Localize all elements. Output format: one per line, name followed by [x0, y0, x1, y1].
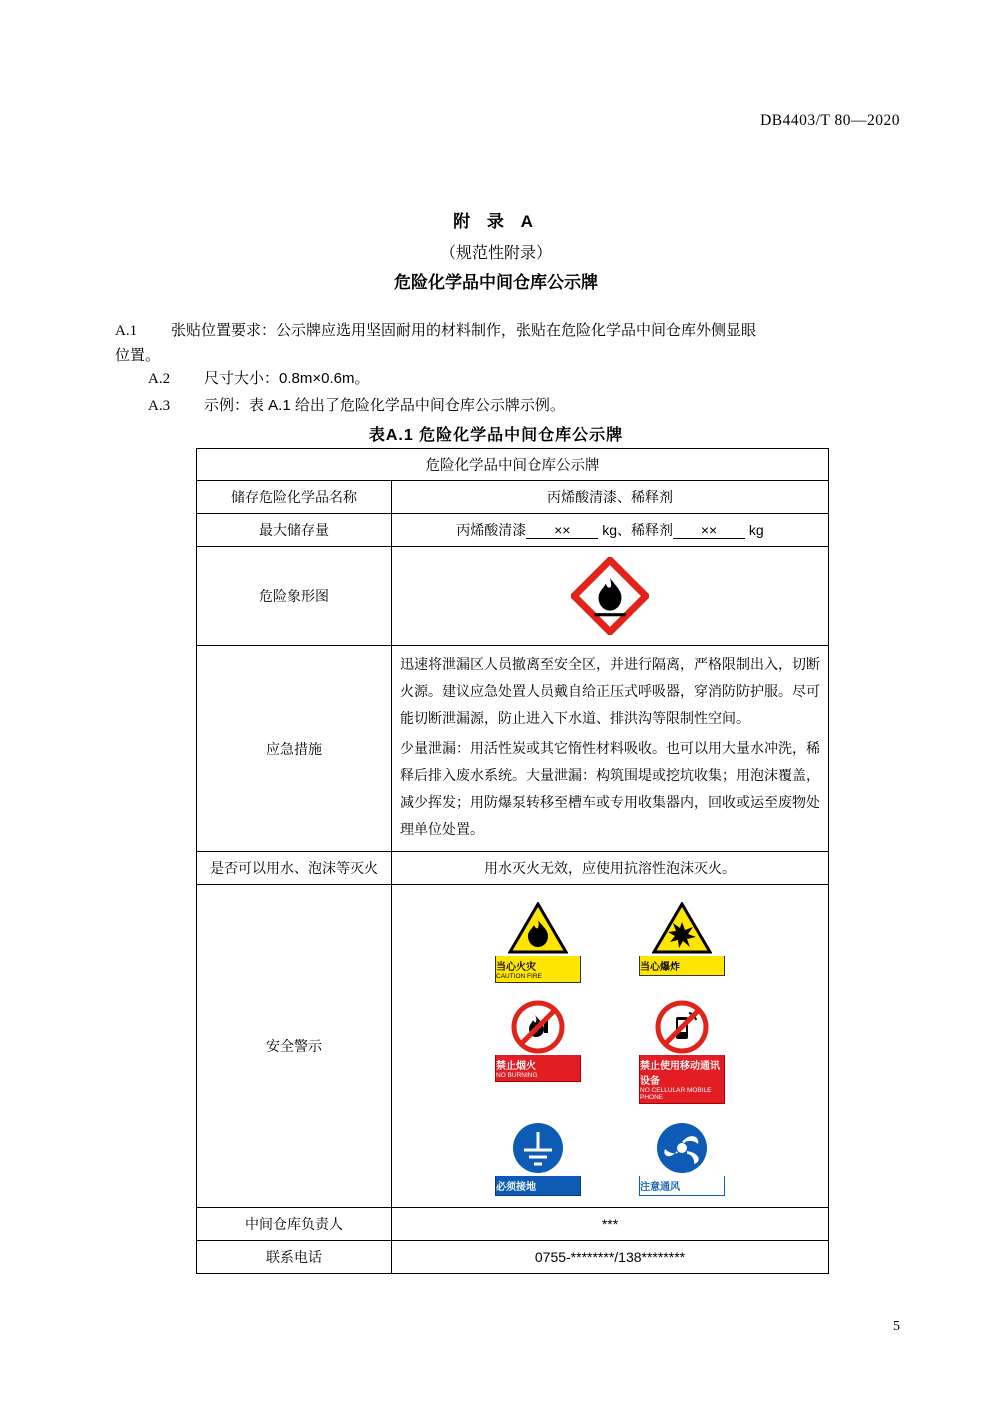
caution-explosion-sign	[639, 902, 725, 983]
paragraph-a2-number: A.2	[148, 371, 171, 387]
storage-item2-unit: kg	[748, 522, 764, 538]
table-row	[197, 646, 829, 852]
row-value-extinguish: 用水灭火无效，应使用抗溶性泡沫灭火。	[392, 852, 829, 885]
caution-explosion-caption	[639, 956, 725, 976]
emergency-paragraph-1: 迅速将泄漏区人员撤离至安全区，并进行隔离，严格限制出入，切断火源。建议应急处置人员戴自给正压式呼吸器，穿消防防护服。尽可能切断泄漏源，防止进入下水道、排洪沟等限制性空间。	[400, 656, 820, 726]
no-burning-label-en: NO BURNING	[496, 1072, 538, 1079]
table-row	[197, 1208, 829, 1241]
ventilation-caption	[639, 1176, 725, 1196]
standard-number-header: DB4403/T 80—2020	[760, 112, 900, 129]
row-label-pictogram: 危险象形图	[197, 547, 392, 646]
safety-sign-row	[495, 902, 725, 983]
row-value-pictogram	[392, 547, 829, 646]
paragraph-a1-continuation: 位置。	[115, 347, 161, 364]
caution-fire-caption	[495, 956, 581, 983]
annex-title: 附 录 A	[453, 212, 539, 231]
paragraph-a2-text: 尺寸大小：0.8m×0.6m。	[204, 370, 370, 387]
row-label-max-storage: 最大储存量	[197, 514, 392, 547]
no-burning-sign	[495, 999, 581, 1104]
ventilation-sign	[639, 1120, 725, 1196]
row-value-max-storage: 丙烯酸清漆 ×× kg、稀释剂 ×× kg	[392, 514, 829, 547]
paragraph-a1	[115, 318, 905, 344]
no-mobile-phone-label-zh: 禁止使用移动通讯设备	[640, 1061, 720, 1087]
safety-sign-grid	[400, 890, 820, 1202]
row-label-emergency: 应急措施	[197, 646, 392, 852]
paragraph-a1-text: 张贴位置要求：公示牌应选用坚固耐用的材料制作，张贴在危险化学品中间仓库外侧显眼	[171, 322, 757, 339]
table-caption: 表A.1 危险化学品中间仓库公示牌	[368, 427, 624, 444]
row-value-chemical-name: 丙烯酸清漆、稀释剂	[392, 481, 829, 514]
row-value-phone: 0755-********/138********	[392, 1241, 829, 1274]
must-ground-caption	[495, 1176, 581, 1196]
ventilation-label-zh: 注意通风	[640, 1182, 680, 1193]
no-mobile-phone-caption	[639, 1055, 725, 1104]
must-ground-sign	[495, 1120, 581, 1196]
table-row	[197, 885, 829, 1208]
paragraph-a3	[148, 393, 565, 419]
row-label-manager: 中间仓库负责人	[197, 1208, 392, 1241]
row-value-manager: ***	[392, 1208, 829, 1241]
paragraph-a3-number: A.3	[148, 398, 171, 414]
page-number: 5	[893, 1319, 900, 1334]
paragraph-a2	[148, 366, 369, 392]
storage-item1-qty: ××	[526, 522, 598, 539]
safety-sign-row	[495, 999, 725, 1104]
caution-fire-sign	[495, 902, 581, 983]
caution-fire-label-zh: 当心火灾	[496, 962, 536, 973]
no-mobile-phone-sign	[639, 999, 725, 1104]
annex-type: （规范性附录）	[439, 245, 552, 262]
row-label-phone: 联系电话	[197, 1241, 392, 1274]
must-ground-label-zh: 必须接地	[496, 1182, 536, 1193]
public-notice-board-table	[196, 448, 829, 1274]
storage-item2-name: 稀释剂	[631, 522, 673, 538]
table-row	[197, 514, 829, 547]
annex-name: 危险化学品中间仓库公示牌	[394, 273, 598, 292]
caution-fire-label-en: CAUTION FIRE	[496, 973, 542, 980]
table-row	[197, 449, 829, 481]
ghs-flame-icon	[400, 557, 820, 635]
table-row	[197, 547, 829, 646]
storage-item2-qty: ××	[673, 522, 745, 539]
row-label-extinguish: 是否可以用水、泡沫等灭火	[197, 852, 392, 885]
paragraph-a3-text: 示例：表 A.1 给出了危险化学品中间仓库公示牌示例。	[204, 397, 565, 414]
safety-sign-row	[495, 1120, 725, 1196]
table-title-cell: 危险化学品中间仓库公示牌	[197, 449, 829, 481]
table-row	[197, 852, 829, 885]
storage-item1-name: 丙烯酸清漆	[456, 522, 527, 538]
caution-explosion-label-zh: 当心爆炸	[640, 962, 680, 973]
storage-item1-unit: kg	[602, 522, 617, 538]
row-label-chemical-name: 储存危险化学品名称	[197, 481, 392, 514]
no-burning-caption	[495, 1055, 581, 1082]
row-value-emergency	[392, 646, 829, 852]
emergency-paragraph-2: 少量泄漏：用活性炭或其它惰性材料吸收。也可以用大量水冲洗，稀释后排入废水系统。大量泄漏：构筑围堤或挖坑收集；用泡沫覆盖，减少挥发；用防爆泵转移至槽车或专用收集器内，回收或运至废物处理单位处置。	[400, 740, 820, 837]
table-row	[197, 481, 829, 514]
row-label-safety-warning: 安全警示	[197, 885, 392, 1208]
table-row	[197, 1241, 829, 1274]
paragraph-a1-number: A.1	[115, 323, 138, 339]
no-mobile-phone-label-en: NO CELLULAR MOBILE PHONE	[640, 1087, 712, 1101]
row-value-safety-warning	[392, 885, 829, 1208]
no-burning-label-zh: 禁止烟火	[496, 1061, 536, 1072]
